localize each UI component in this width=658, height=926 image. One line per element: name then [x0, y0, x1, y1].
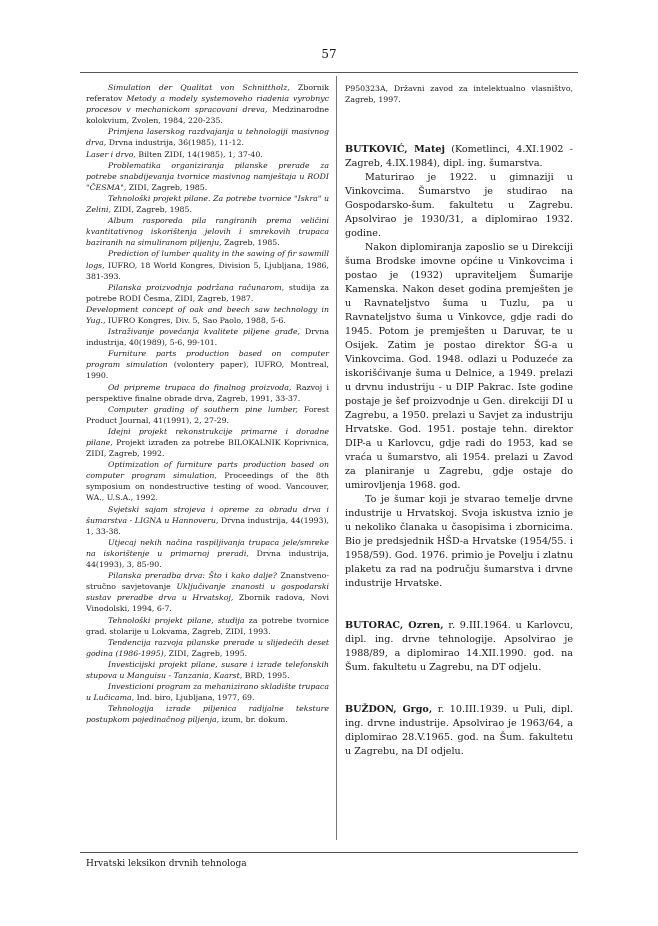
reference-item: Optimization of furniture parts production based on computer program simulation, Proceedings of the 8th symposium on nondestructive testing of wood. Vancouver, WA., U.S.A., 1992.: [86, 460, 329, 503]
reference-item: Idejni projekt rekonstrukcije primarne i doradne pilane, Projekt izrađen za potrebe BILOKALNIK Koprivnica, ZIDI, Zagreb, 1992.: [86, 426, 329, 459]
page-number: 57: [321, 47, 337, 61]
reference-item: Tehnologija izrade piljenica radijalne teksture postupkom pojedinačnog piljenja, izum, br. dokum.: [86, 704, 329, 725]
lexicon-entry-buzdon: BUŽDON, Grgo, r. 10.III.1939. u Puli, dipl. ing. drvne industrije. Apsolvirao je 1963/64, a diplomirao 28.V.1965. god. na Šum. fakultetu u Zagrebu, na DI odjelu.: [345, 704, 573, 758]
reference-item: Svjetski sajam strojeva i opreme za obradu drva i šumarstva - LIGNA u Hannoveru, Drvna industrija, 44(1993), 1, 33-38.: [86, 504, 330, 536]
reference-item: Tehnološki projekt pilane. Za potrebe tvornice "Iskra" u Zelini, ZIDI, Zagreb, 1985.: [86, 193, 329, 215]
reference-item: Furniture parts production based on computer program simulation (volontery paper), IUFRO, Montreal, 1990.: [86, 349, 329, 381]
reference-item: Primjena laserskog razdvajanja u tehnologiji masivnog drva, Drvna industrija, 36(1985), 11-12.: [86, 127, 329, 148]
reference-item: Simulation der Qualitat von Schnittholz, Zbornik referatov Metody a modely systemoveho riadenia vyrobnyc procesov v mechanickom spracovani dreva, Medzinarodne kolokvium, Zvolen, 1984, 220-235.: [86, 83, 329, 126]
entry-name: BUTORAC, Ozren,: [345, 620, 444, 632]
right-column: [345, 83, 573, 759]
left-column-references: [86, 82, 329, 725]
entry-paragraph: Maturirao je 1922. u gimnaziji u Vinkovcima. Šumarstvo je studirao na Gospodarsko-šum. fakultetu u Zagrebu. Apsolvirao je 1930/31, a diplomirao 1932. godine.: [345, 172, 573, 240]
reference-item: Istraživanje povećanja kvalitete piljene građe, Drvna industrija, 40(1989), 5-6, 99-101.: [86, 327, 329, 348]
column-divider: [336, 76, 337, 840]
lexicon-entry-butorac: BUTORAC, Ozren, r. 9.III.1964. u Karlovcu, dipl. ing. drvne tehnologije. Apsolvirao je 1988/89, a diplomirao 14.XII.1990. god. na Šum. fakultetu u Zagrebu, na DT odjelu.: [345, 620, 573, 674]
reference-item: Development concept of oak and beech saw technology in Yug., IUFRO Kongres, Div. 5, Sao Paolo, 1988, 5-6.: [86, 304, 329, 325]
reference-item: Tendencija razvoja pilanske prerade u slijedećih deset godina (1986-1995), ZIDI, Zagreb, 1995.: [86, 637, 329, 658]
footer-rule: [80, 852, 578, 853]
reference-item: Computer grading of southern pine lumber, Forest Product Journal, 41(1991), 2, 27-29.: [86, 404, 329, 425]
lexicon-entry-butkovic: BUTKOVIĆ, Matej (Kometlinci, 4.XI.1902 - Zagreb, 4.IX.1984), dipl. ing. šumarstva. Maturirao je 1922. u gimnaziji u Vinkovcima. Šumarstvo je studirao na Gospodarsko-šum. fakultetu u Zagrebu. Apsolvirao je 1930/31, a diplomirao 1932. godine. Nakon diplomiranja zaposlio se u Direkciji šuma Brodske imovne općine u Vinkovcima i postao je (1932) upraviteljem Šumarije Kamenska. Nakon deset godina premješten je u Ravnateljstvo šuma u Tuzlu, pa u Ravnateljstvo šuma u Vinkovce, gdje radi do 1945. Potom je premješten u Daruvar, te u Osijek. Zatim je postao direktor ŠG-a u Vinkovcima. God. 1948. odlazi u Poduzeće za iskorišćivanje šuma u Delnice, a 1949. prelazi u drvnu industriju - u DIP Pakrac. Iste godine postaje je šef proizvodnje u Gen. direkciji DI u Zagrebu, a 1950. prelazi u Savjet za industriju Hrvatske. God. 1951. postaje tehn. direktor DIP-a u Karlovcu, gdje radi do 1953, kad se vraća u šumarstvo, ali 1954. prelazi u Zavod za planiranje u Zagrebu, gdje ostaje do umirovljenja 1968. god. To je šumar koji je stvarao temelje drvne industrije u Hrvatskoj. Svoja iskustva iznio je u nekoliko članaka u časopisima i zbornicima. Bio je predsjednik HŠD-a Hrvatske (1954/55. i 1958/59). God. 1976. primio je Povelju i zlatnu plaketu za rad na području šumarstva i drvne industrije Hrvatske.: [345, 144, 573, 590]
reference-item: Investicijski projekt pilane, susare i izrade telefonskih stupova u Manguisu - Tanzania, Kaarst, BRD, 1995.: [86, 659, 329, 680]
entry-name: BUŽDON, Grgo,: [345, 704, 433, 716]
reference-item: Pilanska preradba drva: Što i kako dalje? Znanstveno-stručno savjetovanje Uključivanje znanosti u gospodarski sustav preradbe drva u Hrvatskoj, Zbornik radova, Novi Vinodolski, 1994, 6-7.: [86, 571, 329, 614]
reference-item: Utjecaj nekih načina raspiljivanja trupaca jele/smreke na iskorištenje u primarnoj preradi, Drvna industrija, 44(1993), 3, 85-90.: [86, 537, 330, 570]
entry-paragraph: To je šumar koji je stvarao temelje drvne industrije u Hrvatskoj. Svoja iskustva iznio je u nekoliko članaka u časopisima i zbornicima. Bio je predsjednik HŠD-a Hrvatske (1954/55. i 1958/59). God. 1976. primio je Povelju i zlatnu plaketu za rad na području šumarstva i drvne industrije Hrvatske.: [345, 494, 573, 590]
reference-item: Od pripreme trupaca do finalnog proizvoda, Razvoj i perspektive finalne obrade drva, Zagreb, 1991, 33-37.: [86, 382, 329, 403]
entry-name: BUTKOVIĆ, Matej: [345, 144, 445, 156]
entry-paragraph: Nakon diplomiranja zaposlio se u Direkciji šuma Brodske imovne općine u Vinkovcima i postao je (1932) upraviteljem Šumarije Kamenska. Nakon deset godina premješten je u Ravnateljstvo šuma u Tuzlu, pa u Ravnateljstvo šuma u Vinkovce, gdje radi do 1945. Potom je premješten u Daruvar, te u Osijek. Zatim je postao direktor ŠG-a u Vinkovcima. God. 1948. odlazi u Poduzeće za iskorišćivanje šuma u Delnice, a 1949. prelazi u drvnu industriju - u DIP Pakrac. Iste godine postaje je šef proizvodnje u Gen. direkciji DI u Zagrebu, a 1950. prelazi u Savjet za industriju Hrvatske. God. 1951. postaje tehn. direktor DIP-a u Karlovcu, gdje radi do 1953, kad se vraća u šumarstvo, ali 1954. prelazi u Zavod za planiranje u Zagrebu, gdje ostaje do umirovljenja 1968. god.: [345, 242, 573, 492]
reference-item: Investicioni program za mehanizirano skladište trupaca u Lučicama, Ind. biro, Ljubljana, 1977, 69.: [86, 682, 329, 703]
reference-continuation: P950323A, Državni zavod za intelektualno vlasništvo, Zagreb, 1997.: [345, 84, 573, 105]
reference-item: Album rasporeda pila rangiranih prema veličini kvantitativnog iskorištenja jelovih i smrekovih trupaca baziranih na simuliranom piljenju, Zagreb, 1985.: [86, 216, 329, 248]
reference-item: Tehnološki projekt pilane, studija za potrebe tvornice grad. stolarije u Lokvama, Zagreb, ZIDI, 1993.: [86, 615, 329, 636]
reference-item: Laser i drvo, Bilten ZIDI, 14(1985), 1, 37-40.: [86, 149, 263, 159]
reference-item: Pilanska proizvodnja podržana računarom, studija za potrebe RODI Česma, ZIDI, Zagreb, 1987.: [86, 282, 330, 303]
footer-title: Hrvatski leksikon drvnih tehnologa: [86, 859, 247, 869]
reference-item: Problematika organiziranja pilanske prerade za potrebe snabdijevanja tvornice masivnog namještaja u RODI "ČESMA", ZIDI, Zagreb, 1985.: [86, 160, 329, 192]
header-rule: [80, 72, 578, 73]
reference-item: Prediction of lumber quality in the sawing of fir sawmill logs, IUFRO, 18 World Kongres, Division 5, Ljubljana, 1986, 381-393.: [86, 249, 329, 281]
